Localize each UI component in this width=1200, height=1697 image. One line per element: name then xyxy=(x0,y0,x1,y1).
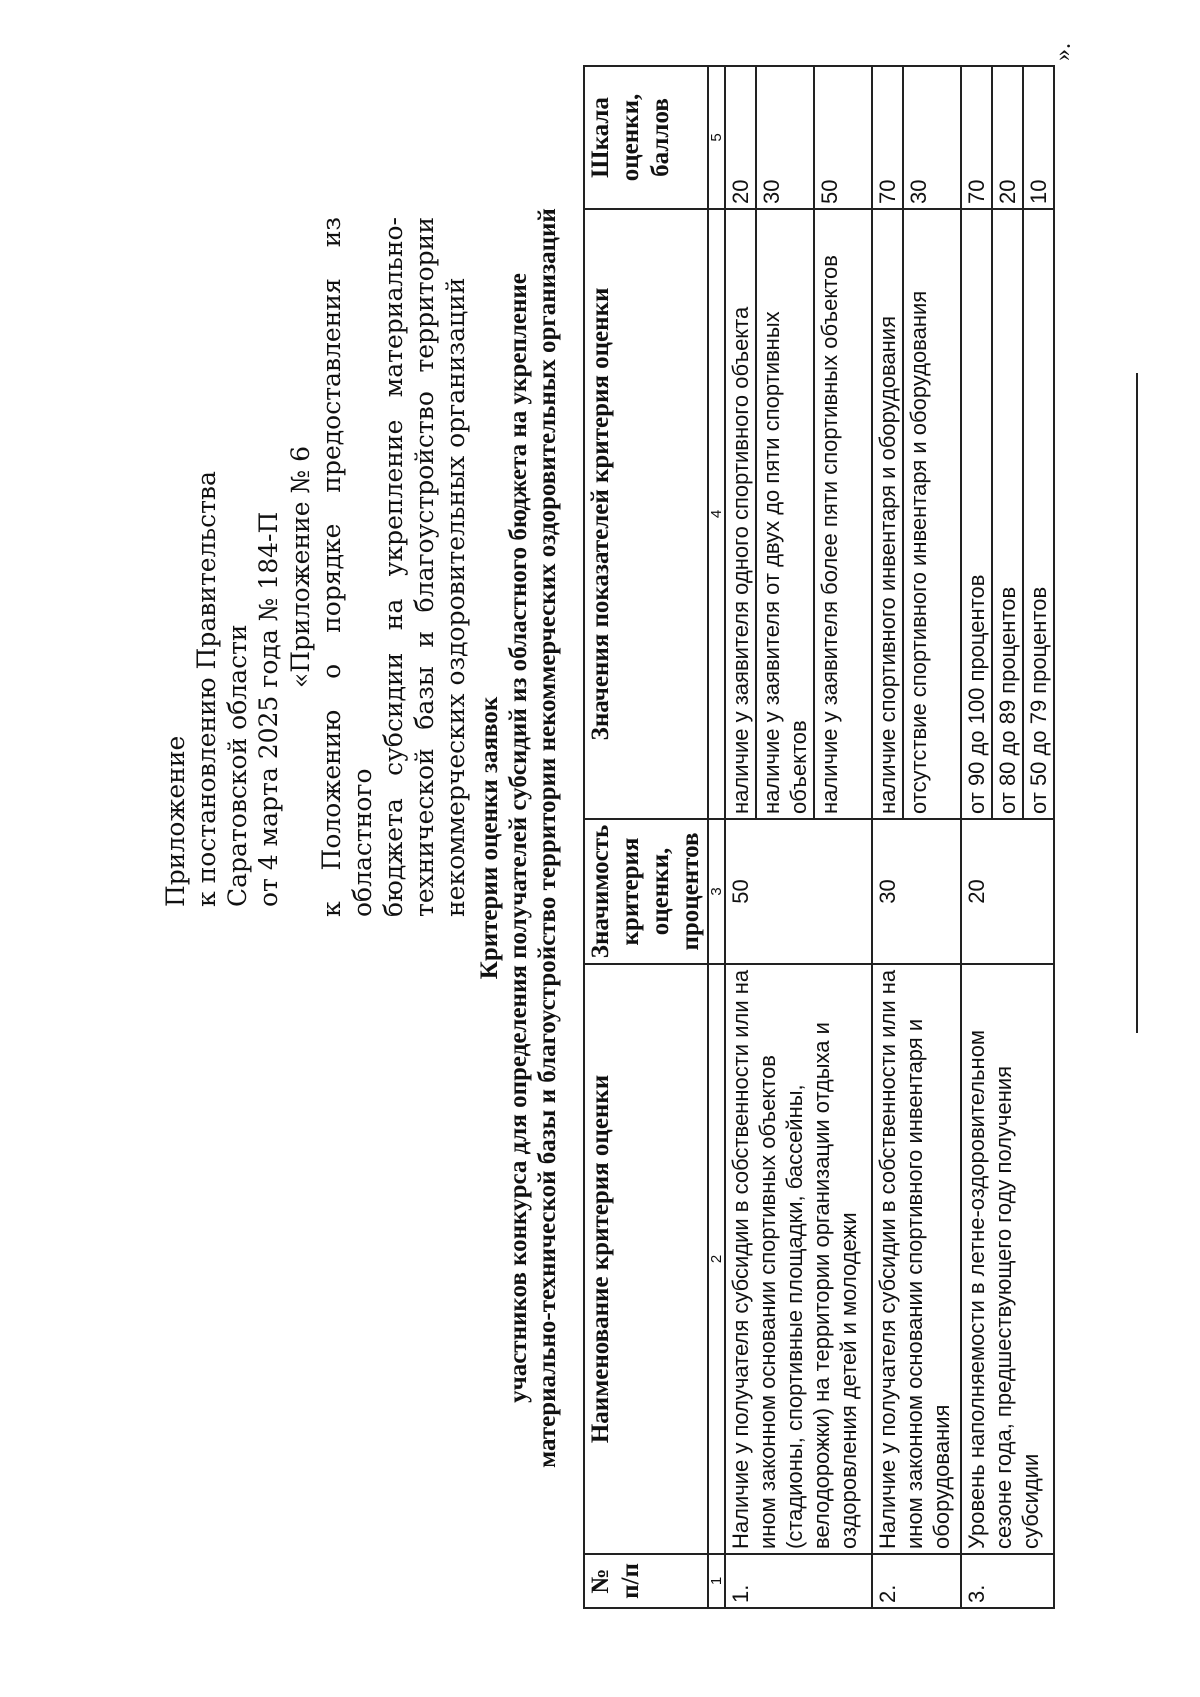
indicator-score: 20 xyxy=(725,66,756,209)
annex-6-line-4: некоммерческих оздоровительных организаций xyxy=(441,277,470,917)
indicator-value: наличие спортивного инвентаря и оборудования xyxy=(872,209,903,819)
annex-6-block xyxy=(285,217,471,917)
column-number: 1 xyxy=(708,1554,725,1608)
separator-line xyxy=(1136,373,1138,1033)
criterion-number: 2. xyxy=(872,1554,961,1608)
indicator-value: наличие у заявителя более пяти спортивных объектов xyxy=(814,209,872,819)
annex-6-line-1: к Положению о порядке предоставления из областного xyxy=(317,217,377,917)
heading-line-3: материально-технической базы и благоустройство территории некоммерческих оздоровительных организаций xyxy=(534,208,561,1468)
header-criterion-weight: Значимость критерия оценки, процентов xyxy=(584,819,708,964)
indicator-value: отсутствие спортивного инвентаря и оборудования xyxy=(903,209,961,819)
header-indicator-values: Значения показателей критерия оценки xyxy=(584,209,708,819)
indicator-score: 50 xyxy=(814,66,872,209)
document-heading xyxy=(475,67,562,1609)
indicator-score: 70 xyxy=(961,66,992,209)
closing-quote-mark: ». xyxy=(1050,43,1076,61)
indicator-value: от 90 до 100 процентов xyxy=(961,209,992,819)
indicator-value: наличие у заявителя от двух до пяти спортивных объектов xyxy=(756,209,814,819)
criterion-number: 1. xyxy=(725,1554,872,1608)
appendix-line-4: от 4 марта 2025 года № 184-П xyxy=(254,511,283,907)
indicator-score: 30 xyxy=(756,66,814,209)
column-number: 5 xyxy=(708,66,725,209)
annex-6-line-3: технической базы и благоустройство территории xyxy=(410,217,439,917)
header-criterion-name: Наименование критерия оценки xyxy=(584,964,708,1554)
heading-line-2: участников конкурса для определения получателей субсидий из областного бюджета на укрепление xyxy=(505,273,532,1403)
header-score-scale: Шкала оценки, баллов xyxy=(584,66,708,209)
indicator-score: 30 xyxy=(903,66,961,209)
criterion-name: Наличие у получателя субсидии в собственности или на ином законном основании спортивных объектов (стадионы, спортивные площадки, бассейны, велодорожки) на территории организации отдыха и оздоровления детей и молодежи xyxy=(725,964,872,1554)
indicator-score: 10 xyxy=(1023,66,1054,209)
indicator-value: от 50 до 79 процентов xyxy=(1023,209,1054,819)
criterion-name: Уровень наполняемости в летне-оздоровительном сезоне года, предшествующего году получения субсидии xyxy=(961,964,1054,1554)
heading-line-1: Критерии оценки заявок xyxy=(476,696,503,980)
table-row xyxy=(725,66,756,1608)
table-header-row xyxy=(584,66,708,1608)
table-row xyxy=(872,66,903,1608)
appendix-reference xyxy=(160,307,284,907)
appendix-line-2: к постановлению Правительства xyxy=(192,471,221,907)
criterion-weight: 30 xyxy=(872,819,961,964)
column-number-row xyxy=(708,66,725,1608)
criterion-weight: 20 xyxy=(961,819,1054,964)
criteria-table xyxy=(583,65,1055,1609)
annex-6-title: «Приложение № 6 xyxy=(286,445,315,689)
indicator-score: 70 xyxy=(872,66,903,209)
criterion-number: 3. xyxy=(961,1554,1054,1608)
column-number: 3 xyxy=(708,819,725,964)
criterion-name: Наличие у получателя субсидии в собственности или на ином законном основании спортивного инвентаря и оборудования xyxy=(872,964,961,1554)
table-row xyxy=(961,66,992,1608)
indicator-value: наличие у заявителя одного спортивного объекта xyxy=(725,209,756,819)
indicator-value: от 80 до 89 процентов xyxy=(992,209,1023,819)
column-number: 2 xyxy=(708,964,725,1554)
indicator-score: 20 xyxy=(992,66,1023,209)
column-number: 4 xyxy=(708,209,725,819)
appendix-line-1: Приложение xyxy=(161,735,190,907)
header-number: № п/п xyxy=(584,1554,708,1608)
annex-6-line-2: бюджета субсидии на укрепление материально- xyxy=(379,217,408,917)
appendix-line-3: Саратовской области xyxy=(223,624,252,907)
criterion-weight: 50 xyxy=(725,819,872,964)
